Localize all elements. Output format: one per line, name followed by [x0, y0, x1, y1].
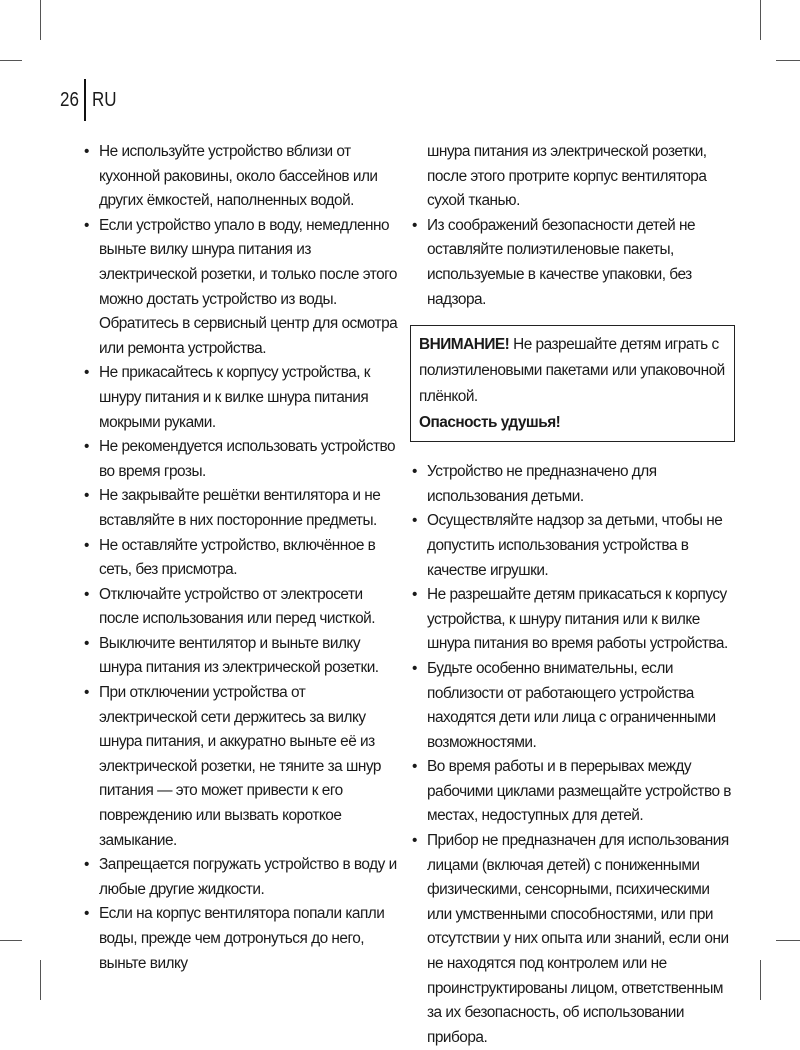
list-item: • Не разрешайте детям прикасаться к корпусу устройства, к шнуру питания или к вилке шнура питания во время работы устройства.: [410, 583, 735, 657]
list-item: • Запрещается погружать устройство в воду и любые другие жидкости.: [82, 853, 400, 902]
right-bullet-list-bottom: [410, 460, 735, 1050]
right-column: [410, 140, 735, 1050]
crop-mark: [40, 0, 41, 40]
list-item: • Устройство не предназначено для использования детьми.: [410, 460, 735, 509]
list-item: • При отключении устройства от электрической сети держитесь за вилку шнура питания, и аккуратно выньте её из электрической розетки, не тяните за шнур питания — это может привести к его повреждению или вызвать короткое замыкание.: [82, 681, 400, 853]
list-item: • Не закрывайте решётки вентилятора и не вставляйте в них посторонние предметы.: [82, 484, 400, 533]
list-item: • Если устройство упало в воду, немедленно выньте вилку шнура питания из электрической розетки, и только после этого можно достать устройство из воды. Обратитесь в сервисный центр для осмотра или ремонта устройства.: [82, 214, 400, 362]
list-item: • Не прикасайтесь к корпусу устройства, к шнуру питания и к вилке шнура питания мокрыми руками.: [82, 361, 400, 435]
list-item: • Во время работы и в перерывах между рабочими циклами размещайте устройство в местах, недоступных для детей.: [410, 755, 735, 829]
page-number: 26: [60, 88, 79, 111]
list-item: • Из соображений безопасности детей не оставляйте полиэтиленовые пакеты, используемые в качестве упаковки, без надзора.: [410, 214, 735, 312]
list-item: • Не используйте устройство вблизи от кухонной раковины, около бассейнов или других ёмкостей, наполненных водой.: [82, 140, 400, 214]
list-item: • Будьте особенно внимательны, если поблизости от работающего устройства находятся дети или лица с ограниченными возможностями.: [410, 657, 735, 755]
list-item: • Не рекомендуется использовать устройство во время грозы.: [82, 435, 400, 484]
continued-text: шнура питания из электрической розетки, после этого протрите корпус вентилятора сухой тканью.: [427, 143, 707, 210]
crop-mark: [760, 0, 761, 40]
crop-mark: [0, 940, 22, 941]
crop-mark: [776, 940, 800, 941]
crop-mark: [776, 60, 800, 61]
list-item: • Отключайте устройство от электросети после использования или перед чисткой.: [82, 583, 400, 632]
crop-mark: [760, 960, 761, 1000]
page-header: [60, 80, 121, 120]
language-label: RU: [92, 88, 117, 111]
left-column: [82, 140, 400, 976]
warning-text: Не разрешайте детям играть с полиэтиленовыми пакетами или упаковочной плёнкой.: [419, 336, 725, 406]
list-item: • Прибор не предназначен для использования лицами (включая детей) с пониженными физическими, сенсорными, психическими или умственными способностями, или при отсутствии у них опыта или знаний, если они не находятся под контролем или не проинструктированы лицом, ответственным за их безопасность, об использовании прибора.: [410, 829, 735, 1050]
warning-label: ВНИМАНИЕ!: [419, 336, 510, 354]
left-bullet-list: [82, 140, 400, 976]
right-bullet-list-top: [410, 214, 735, 312]
list-item: • Выключите вентилятор и выньте вилку шнура питания из электрической розетки.: [82, 632, 400, 681]
danger-text: Опасность удушья!: [419, 414, 561, 432]
list-item: • Если на корпус вентилятора попали капли воды, прежде чем дотронуться до него, выньте вилку: [82, 902, 400, 976]
warning-box: [410, 325, 735, 442]
crop-mark: [40, 960, 41, 1000]
header-divider: [84, 79, 86, 121]
list-item: • Осуществляйте надзор за детьми, чтобы не допустить использования устройства в качестве игрушки.: [410, 509, 735, 583]
crop-mark: [0, 60, 22, 61]
list-item: • Не оставляйте устройство, включённое в сеть, без присмотра.: [82, 534, 400, 583]
